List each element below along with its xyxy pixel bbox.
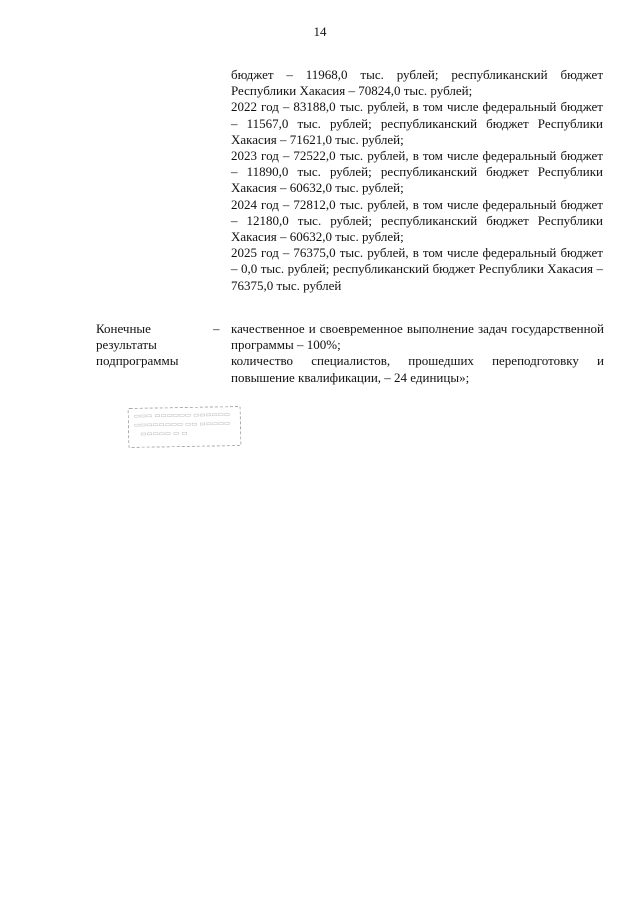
label-line: подпрограммы — [96, 353, 179, 369]
result-item: количество специалистов, прошедших переподготовку и повышение квалификации, – 24 единицы»; — [231, 353, 604, 385]
label-line: Конечные — [96, 321, 151, 336]
label-dash: – — [213, 321, 220, 336]
funding-breakdown — [231, 67, 603, 294]
funding-line-2025: 2025 год – 76375,0 тыс. рублей, в том числе федеральный бюджет – 0,0 тыс. рублей; республиканский бюджет Республики Хакасия – 76375,0 тыс. рублей — [231, 245, 603, 293]
label-line: результаты — [96, 337, 157, 353]
page-number: 14 — [313, 24, 327, 39]
final-results-list — [231, 321, 604, 386]
faded-stamp: ▭▭▭ ▭▭▭▭▭▭ ▭▭▭▭▭▭ ▭▭▭▭▭▭▭▭ ▭▭ ▭▭▭▭▭ ▭▭▭▭▭ ▭ ▭ — [128, 406, 242, 448]
funding-line-2023: 2023 год – 72522,0 тыс. рублей, в том числе федеральный бюджет – 11890,0 тыс. рублей; республиканский бюджет Республики Хакасия – 60632,0 тыс. рублей; — [231, 148, 603, 196]
result-item: качественное и своевременное выполнение задач государственной программы – 100%; — [231, 321, 604, 353]
funding-line: бюджет – 11968,0 тыс. рублей; республиканский бюджет Республики Хакасия – 70824,0 тыс. рублей; — [231, 67, 603, 99]
final-results-label — [96, 321, 206, 370]
funding-line-2024: 2024 год – 72812,0 тыс. рублей, в том числе федеральный бюджет – 12180,0 тыс. рублей; республиканский бюджет Республики Хакасия – 60632,0 тыс. рублей; — [231, 196, 603, 245]
funding-line-2022: 2022 год – 83188,0 тыс. рублей, в том числе федеральный бюджет – 11567,0 тыс. рублей; республиканский бюджет Республики Хакасия – 71621,0 тыс. рублей; — [231, 99, 603, 147]
